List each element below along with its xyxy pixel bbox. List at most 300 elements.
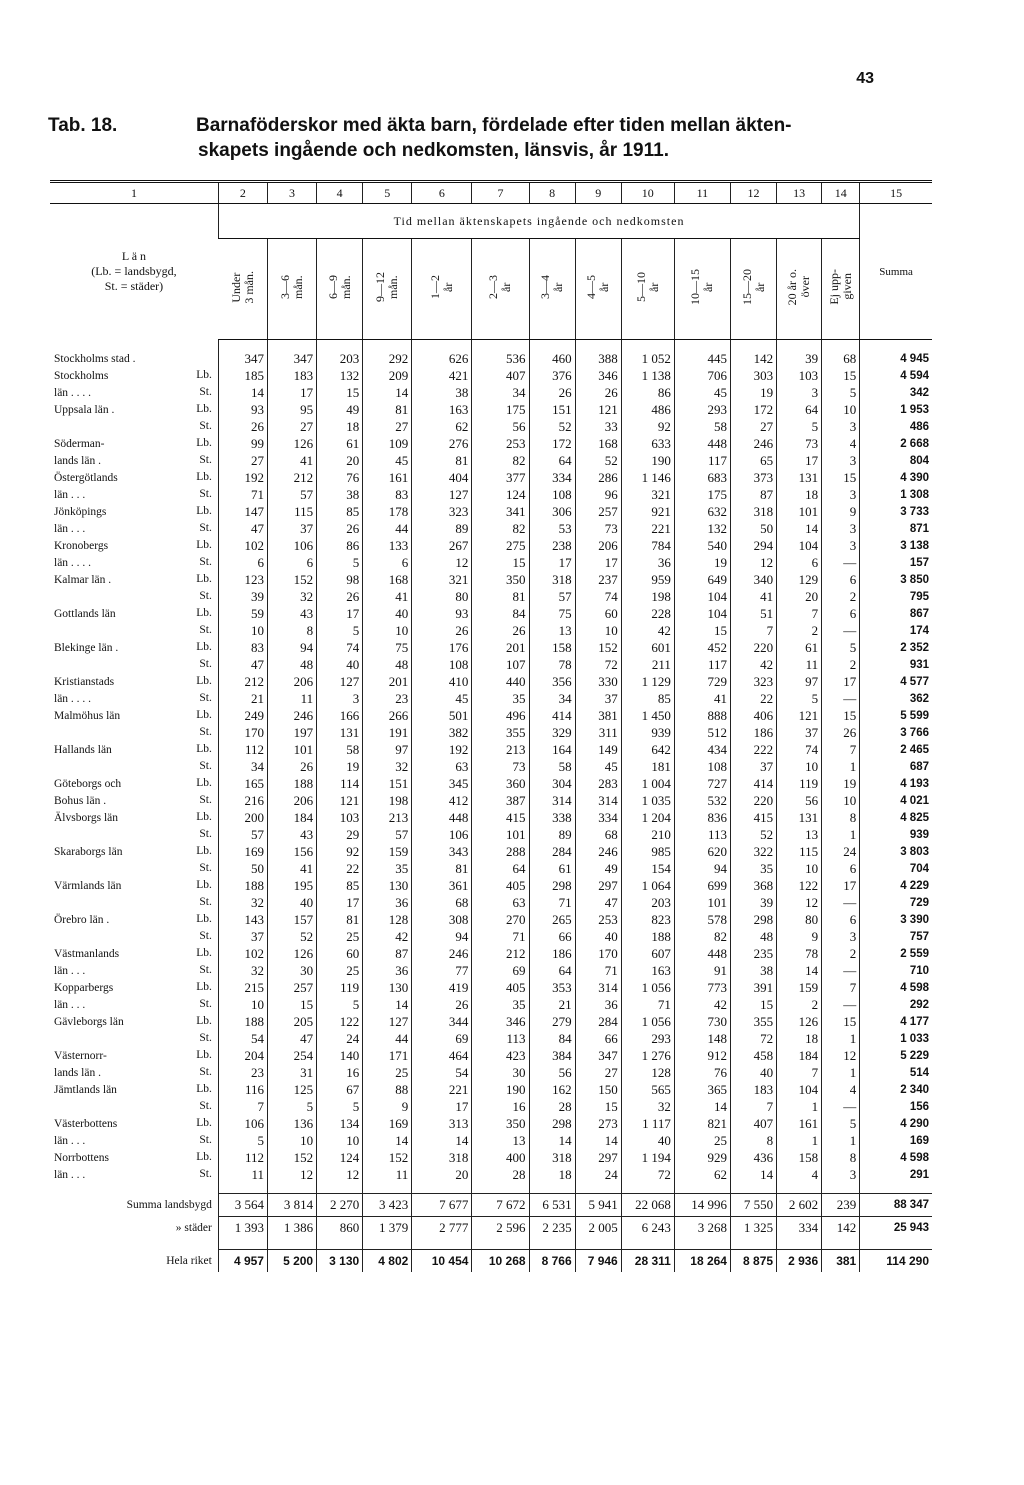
data-cell: 8 <box>822 809 860 826</box>
area-type: Lb. <box>196 573 212 585</box>
data-cell: 626 <box>412 350 472 367</box>
data-cell: 334 <box>529 469 575 486</box>
data-cell: 61 <box>529 860 575 877</box>
row-label <box>50 877 218 894</box>
data-cell: 221 <box>621 520 674 537</box>
area-type: St. <box>199 590 212 602</box>
county-name <box>50 931 54 943</box>
data-cell: 32 <box>621 1098 674 1115</box>
data-cell: 82 <box>674 928 730 945</box>
data-cell: 347 <box>575 1047 621 1064</box>
row-sum: 3 766 <box>860 724 932 741</box>
county-name: Örebro län . <box>54 914 110 926</box>
data-cell: 212 <box>267 469 316 486</box>
data-cell: 381 <box>575 707 621 724</box>
data-cell: 50 <box>730 520 776 537</box>
spacer-cell <box>218 340 267 351</box>
data-cell: 823 <box>621 911 674 928</box>
data-cell: 18 <box>777 1030 822 1047</box>
data-cell: 103 <box>317 809 363 826</box>
data-cell: 206 <box>267 792 316 809</box>
area-type: St. <box>199 1134 212 1146</box>
data-cell: 23 <box>363 690 412 707</box>
table-row <box>50 503 932 520</box>
data-cell: 172 <box>529 435 575 452</box>
data-cell: 168 <box>363 571 412 588</box>
area-type: St. <box>199 930 212 942</box>
total-cell: 7 672 <box>472 1194 529 1217</box>
data-cell: 3 <box>822 928 860 945</box>
data-cell: 102 <box>218 537 267 554</box>
spacer-cell <box>674 1239 730 1250</box>
column-header <box>529 239 575 340</box>
data-cell: 323 <box>412 503 472 520</box>
data-cell: 48 <box>267 656 316 673</box>
data-cell: 163 <box>621 962 674 979</box>
total-cell: 7 677 <box>412 1194 472 1217</box>
data-cell: 47 <box>575 894 621 911</box>
spacer-cell <box>363 1239 412 1250</box>
span-title: Tid mellan äktenskapets ingående och nedkomsten <box>218 204 859 239</box>
data-cell: 26 <box>218 418 267 435</box>
county-name: län . . . <box>54 489 86 501</box>
data-cell: 279 <box>529 1013 575 1030</box>
data-cell: 257 <box>575 503 621 520</box>
data-cell: 321 <box>621 486 674 503</box>
data-cell: 73 <box>575 520 621 537</box>
data-cell: 2 <box>822 656 860 673</box>
column-header <box>674 239 730 340</box>
data-cell: 121 <box>575 401 621 418</box>
row-sum: 4 177 <box>860 1013 932 1030</box>
data-cell: 22 <box>317 860 363 877</box>
column-header-label: 10—15 år <box>688 269 716 305</box>
data-cell: 912 <box>674 1047 730 1064</box>
table-label: Tab. 18. <box>48 115 118 136</box>
data-cell: 387 <box>472 792 529 809</box>
data-cell: 72 <box>621 1166 674 1183</box>
total-row <box>50 1250 932 1273</box>
data-cell: 41 <box>730 588 776 605</box>
data-cell: 23 <box>218 1064 267 1081</box>
data-cell: 253 <box>575 911 621 928</box>
data-cell: 6 <box>822 860 860 877</box>
data-cell: 42 <box>621 622 674 639</box>
area-type: St. <box>199 522 212 534</box>
data-cell: 28 <box>472 1166 529 1183</box>
spacer-cell <box>412 340 472 351</box>
data-cell: 37 <box>777 724 822 741</box>
column-number: 5 <box>363 182 412 204</box>
data-cell: 165 <box>218 775 267 792</box>
data-cell: 1 138 <box>621 367 674 384</box>
data-cell: 80 <box>777 911 822 928</box>
column-number: 3 <box>267 182 316 204</box>
table-row <box>50 622 932 639</box>
data-cell: 1 194 <box>621 1149 674 1166</box>
data-cell: 127 <box>412 486 472 503</box>
data-cell: 12 <box>412 554 472 571</box>
data-cell: 235 <box>730 945 776 962</box>
data-cell: 15 <box>267 996 316 1013</box>
row-label <box>50 860 218 877</box>
row-label <box>50 1047 218 1064</box>
data-cell: 94 <box>267 639 316 656</box>
data-cell: 347 <box>267 350 316 367</box>
data-cell: 205 <box>267 1013 316 1030</box>
data-cell: 64 <box>777 401 822 418</box>
data-cell: 17 <box>317 605 363 622</box>
data-cell: 72 <box>730 1030 776 1047</box>
data-cell: 334 <box>575 809 621 826</box>
data-cell: 7 <box>730 1098 776 1115</box>
area-type: Lb. <box>196 709 212 721</box>
county-name <box>50 863 54 875</box>
data-cell: 184 <box>777 1047 822 1064</box>
column-number: 15 <box>860 182 932 204</box>
data-cell: 1 <box>822 758 860 775</box>
data-cell: 57 <box>529 588 575 605</box>
data-cell: 152 <box>575 639 621 656</box>
total-sum: 114 290 <box>860 1250 932 1273</box>
data-cell: 68 <box>412 894 472 911</box>
data-cell: 125 <box>267 1081 316 1098</box>
data-cell: 26 <box>412 622 472 639</box>
data-cell: 15 <box>822 1013 860 1030</box>
data-cell: 41 <box>267 860 316 877</box>
data-cell: 1 <box>822 1132 860 1149</box>
data-cell: 116 <box>218 1081 267 1098</box>
county-name: lands län . <box>54 1067 101 1079</box>
table-row <box>50 690 932 707</box>
total-cell: 5 941 <box>575 1194 621 1217</box>
row-sum: 2 352 <box>860 639 932 656</box>
data-cell: 71 <box>529 894 575 911</box>
data-cell: 12 <box>777 894 822 911</box>
total-cell: 2 005 <box>575 1217 621 1240</box>
data-cell: 40 <box>363 605 412 622</box>
total-cell: 28 311 <box>621 1250 674 1273</box>
data-cell: 169 <box>363 1115 412 1132</box>
data-cell: 6 <box>822 571 860 588</box>
data-cell: 15 <box>472 554 529 571</box>
data-cell: 10 <box>777 860 822 877</box>
data-cell: 1 450 <box>621 707 674 724</box>
column-header <box>822 239 860 340</box>
data-cell: 175 <box>472 401 529 418</box>
row-sum: 1 033 <box>860 1030 932 1047</box>
row-sum: 514 <box>860 1064 932 1081</box>
data-cell: 284 <box>529 843 575 860</box>
data-cell: 112 <box>218 741 267 758</box>
data-cell: 76 <box>674 1064 730 1081</box>
data-cell: 52 <box>267 928 316 945</box>
data-cell: 361 <box>412 877 472 894</box>
data-cell: 267 <box>412 537 472 554</box>
spacer-cell <box>674 340 730 351</box>
data-cell: 41 <box>267 452 316 469</box>
spacer-cell <box>529 1239 575 1250</box>
spacer-cell <box>777 1239 822 1250</box>
data-cell: 3 <box>822 1166 860 1183</box>
data-cell: 32 <box>267 588 316 605</box>
data-cell: 8 <box>822 1149 860 1166</box>
data-cell: 540 <box>674 537 730 554</box>
row-sum: 4 229 <box>860 877 932 894</box>
data-cell: 191 <box>363 724 412 741</box>
table-row <box>50 1132 932 1149</box>
row-label <box>50 571 218 588</box>
data-cell: 184 <box>267 809 316 826</box>
data-cell: 2 <box>822 588 860 605</box>
total-cell: 2 235 <box>529 1217 575 1240</box>
column-header <box>363 239 412 340</box>
data-cell: 92 <box>621 418 674 435</box>
data-cell: 330 <box>575 673 621 690</box>
data-cell: 83 <box>363 486 412 503</box>
data-cell: 66 <box>529 928 575 945</box>
total-cell: 18 264 <box>674 1250 730 1273</box>
data-cell: 322 <box>730 843 776 860</box>
area-type: St. <box>199 692 212 704</box>
data-cell: 66 <box>575 1030 621 1047</box>
spacer-cell <box>621 1239 674 1250</box>
row-sum: 4 598 <box>860 1149 932 1166</box>
data-cell: 12 <box>267 1166 316 1183</box>
data-cell: 448 <box>674 435 730 452</box>
data-cell: 62 <box>674 1166 730 1183</box>
county-name: Kalmar län . <box>54 574 112 586</box>
data-cell: 150 <box>575 1081 621 1098</box>
row-sum: 729 <box>860 894 932 911</box>
county-name: Kristianstads <box>54 676 115 688</box>
data-cell: 836 <box>674 809 730 826</box>
data-cell: 45 <box>412 690 472 707</box>
data-cell: 212 <box>472 945 529 962</box>
county-name: Bohus län . <box>54 795 107 807</box>
data-cell: 101 <box>777 503 822 520</box>
data-cell: 28 <box>529 1098 575 1115</box>
data-cell: 412 <box>412 792 472 809</box>
data-cell: 131 <box>777 809 822 826</box>
data-cell: 115 <box>777 843 822 860</box>
data-cell: 410 <box>412 673 472 690</box>
data-cell: 129 <box>777 571 822 588</box>
spacer-cell <box>860 1239 932 1250</box>
county-name: Malmöhus län <box>54 710 121 722</box>
table-row <box>50 877 932 894</box>
row-sum: 3 803 <box>860 843 932 860</box>
data-cell: 565 <box>621 1081 674 1098</box>
county-name <box>50 591 54 603</box>
total-label: Hela riket <box>166 1254 212 1267</box>
total-cell: 22 068 <box>621 1194 674 1217</box>
data-cell: 415 <box>472 809 529 826</box>
total-cell: 860 <box>317 1217 363 1240</box>
data-cell: 84 <box>472 605 529 622</box>
row-label <box>50 367 218 384</box>
data-cell: 148 <box>674 1030 730 1047</box>
data-cell: 27 <box>730 418 776 435</box>
area-type: Lb. <box>196 607 212 619</box>
column-header-label: Under 3 mån. <box>228 270 256 304</box>
area-type: Lb. <box>196 1049 212 1061</box>
data-cell: 178 <box>363 503 412 520</box>
data-cell: 49 <box>575 860 621 877</box>
data-cell: 6 <box>777 554 822 571</box>
data-cell: 26 <box>822 724 860 741</box>
data-cell: 86 <box>621 384 674 401</box>
summa-header: Summa <box>860 204 932 340</box>
data-cell: 64 <box>529 452 575 469</box>
data-cell: 42 <box>730 656 776 673</box>
data-cell: 78 <box>777 945 822 962</box>
data-cell: 104 <box>674 588 730 605</box>
data-cell: 185 <box>218 367 267 384</box>
data-cell: 407 <box>472 367 529 384</box>
column-header <box>218 239 267 340</box>
data-cell: 159 <box>363 843 412 860</box>
data-cell: 405 <box>472 877 529 894</box>
row-sum: 4 577 <box>860 673 932 690</box>
data-cell: 254 <box>267 1047 316 1064</box>
table-row <box>50 843 932 860</box>
column-header-label: 20 år o. över <box>785 268 813 306</box>
data-cell: 128 <box>621 1064 674 1081</box>
data-cell: 3 <box>777 384 822 401</box>
data-cell: 220 <box>730 792 776 809</box>
data-cell: 201 <box>472 639 529 656</box>
data-cell: 434 <box>674 741 730 758</box>
data-cell: 1 056 <box>621 1013 674 1030</box>
data-cell: 26 <box>317 520 363 537</box>
data-cell: 86 <box>317 537 363 554</box>
data-cell: 47 <box>267 1030 316 1047</box>
data-cell: 314 <box>575 792 621 809</box>
data-cell: 104 <box>674 605 730 622</box>
row-label <box>50 1081 218 1098</box>
data-cell: 190 <box>621 452 674 469</box>
area-type: St. <box>199 1168 212 1180</box>
column-header-label: 15—20 år <box>739 269 767 305</box>
data-cell: 24 <box>575 1166 621 1183</box>
data-cell: 181 <box>621 758 674 775</box>
data-cell: 384 <box>529 1047 575 1064</box>
column-header <box>621 239 674 340</box>
total-cell: 10 268 <box>472 1250 529 1273</box>
data-cell: 11 <box>267 690 316 707</box>
data-cell: 169 <box>218 843 267 860</box>
data-cell: 620 <box>674 843 730 860</box>
total-cell: 334 <box>777 1217 822 1240</box>
data-cell: 33 <box>575 418 621 435</box>
total-cell: 381 <box>822 1250 860 1273</box>
total-cell: 3 814 <box>267 1194 316 1217</box>
data-cell: 2 <box>777 996 822 1013</box>
data-table <box>50 180 932 1272</box>
area-type: St. <box>199 726 212 738</box>
data-cell: 60 <box>575 605 621 622</box>
data-cell: 128 <box>363 911 412 928</box>
data-cell: 273 <box>575 1115 621 1132</box>
row-label <box>50 384 218 401</box>
area-type: Lb. <box>196 641 212 653</box>
county-name: Kopparbergs <box>54 982 114 994</box>
column-header <box>472 239 529 340</box>
data-cell: 729 <box>674 673 730 690</box>
data-cell: 38 <box>317 486 363 503</box>
data-cell: 20 <box>777 588 822 605</box>
table-row <box>50 520 932 537</box>
data-cell: 84 <box>529 1030 575 1047</box>
data-cell: 318 <box>730 503 776 520</box>
county-name: Västernorr- <box>54 1050 107 1062</box>
data-cell: 134 <box>317 1115 363 1132</box>
area-type: St. <box>199 964 212 976</box>
area-type: St. <box>199 760 212 772</box>
row-label <box>50 1030 218 1047</box>
data-cell: 314 <box>575 979 621 996</box>
data-cell: 58 <box>674 418 730 435</box>
data-cell: 85 <box>317 503 363 520</box>
data-cell: 388 <box>575 350 621 367</box>
data-cell: 26 <box>412 996 472 1013</box>
data-cell: 14 <box>412 1132 472 1149</box>
data-cell: 249 <box>218 707 267 724</box>
data-cell: 26 <box>317 588 363 605</box>
row-sum: 4 945 <box>860 350 932 367</box>
column-header <box>317 239 363 340</box>
row-sum: 795 <box>860 588 932 605</box>
data-cell: 1 204 <box>621 809 674 826</box>
total-cell: 239 <box>822 1194 860 1217</box>
data-cell: 238 <box>529 537 575 554</box>
data-cell: 203 <box>317 350 363 367</box>
county-name <box>50 1101 54 1113</box>
row-sum: 867 <box>860 605 932 622</box>
data-cell: 19 <box>822 775 860 792</box>
table-row <box>50 809 932 826</box>
data-cell: 131 <box>317 724 363 741</box>
data-cell: 6 <box>822 605 860 622</box>
data-cell: 34 <box>472 384 529 401</box>
data-cell: 37 <box>267 520 316 537</box>
data-cell: 3 <box>822 418 860 435</box>
data-cell: 959 <box>621 571 674 588</box>
data-cell: 22 <box>730 690 776 707</box>
column-header-label: 2—3 år <box>486 275 514 299</box>
data-cell: 18 <box>777 486 822 503</box>
data-cell: 14 <box>218 384 267 401</box>
data-cell: 24 <box>317 1030 363 1047</box>
data-cell: 5 <box>267 1098 316 1115</box>
data-cell: 89 <box>412 520 472 537</box>
row-label <box>50 758 218 775</box>
spacer-cell <box>730 1183 776 1194</box>
table-row <box>50 911 932 928</box>
row-label <box>50 775 218 792</box>
data-cell: 18 <box>317 418 363 435</box>
row-sum: 4 290 <box>860 1115 932 1132</box>
row-sum: 2 559 <box>860 945 932 962</box>
data-cell: 20 <box>412 1166 472 1183</box>
data-cell: 103 <box>777 367 822 384</box>
data-cell: 26 <box>575 384 621 401</box>
data-cell: 10 <box>218 622 267 639</box>
data-cell: 57 <box>363 826 412 843</box>
data-cell: 784 <box>621 537 674 554</box>
county-name: Stockholms <box>54 370 109 382</box>
